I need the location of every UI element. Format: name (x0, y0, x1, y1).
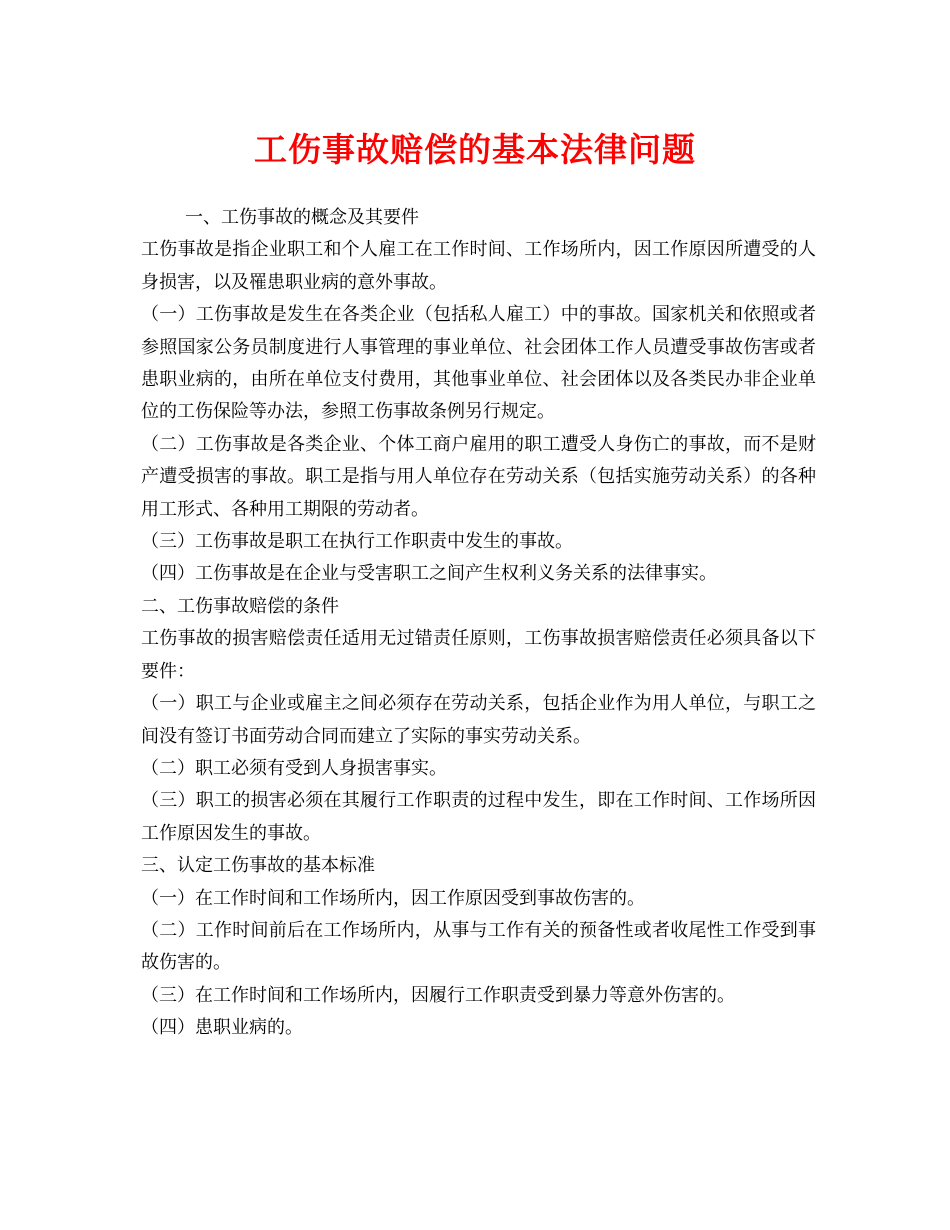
paragraph: （四）工伤事故是在企业与受害职工之间产生权利义务关系的法律事实。 (141, 563, 717, 585)
document-title: 工伤事故赔偿的基本法律问题 (254, 130, 696, 169)
paragraph: （二）工伤事故是各类企业、个体工商户雇用的职工遭受人身伤亡的事故，而不是财产遭受损害的事故。职工是指与用人单位存在劳动关系（包括实施劳动关系）的各种用工形式、各种用工期限的劳动者。 (141, 433, 816, 520)
paragraph: （二）工作时间前后在工作场所内，从事与工作有关的预备性或者收尾性工作受到事故伤害的。 (141, 919, 816, 974)
paragraph: （三）在工作时间和工作场所内，因履行工作职责受到暴力等意外伤害的。 (141, 984, 735, 1006)
section-heading: 二、工伤事故赔偿的条件 (141, 595, 339, 617)
paragraph: （一）职工与企业或雇主之间必须存在劳动关系，包括企业作为用人单位，与职工之间没有签订书面劳动合同而建立了实际的事实劳动关系。 (141, 693, 816, 747)
paragraph: 工伤事故的损害赔偿责任适用无过错责任原则，工伤事故损害赔偿责任必须具备以下要件： (141, 628, 816, 682)
document-body (141, 202, 816, 1045)
paragraph: 工伤事故是指企业职工和个人雇工在工作时间、工作场所内，因工作原因所遭受的人身损害，以及罹患职业病的意外事故。 (141, 239, 816, 293)
paragraph: （二）职工必须有受到人身损害事实。 (141, 757, 447, 779)
section-heading: 一、工伤事故的概念及其要件 (185, 207, 419, 228)
paragraph: （三）工伤事故是职工在执行工作职责中发生的事故。 (141, 531, 573, 553)
paragraph: （一）在工作时间和工作场所内，因工作原因受到事故伤害的。 (141, 887, 645, 909)
paragraph: （三）职工的损害必须在其履行工作职责的过程中发生，即在工作时间、工作场所因工作原因发生的事故。 (141, 790, 816, 844)
paragraph: （四）患职业病的。 (141, 1017, 303, 1039)
section-heading: 三、认定工伤事故的基本标准 (141, 855, 375, 877)
paragraph: （一）工伤事故是发生在各类企业（包括私人雇工）中的事故。国家机关和依照或者参照国家公务员制度进行人事管理的事业单位、社会团体工作人员遭受事故伤害或者患职业病的，由所在单位支付费用，其他事业单位、社会团体以及各类民办非企业单位的工伤保险等办法，参照工伤事故条例另行规定。 (141, 304, 816, 423)
